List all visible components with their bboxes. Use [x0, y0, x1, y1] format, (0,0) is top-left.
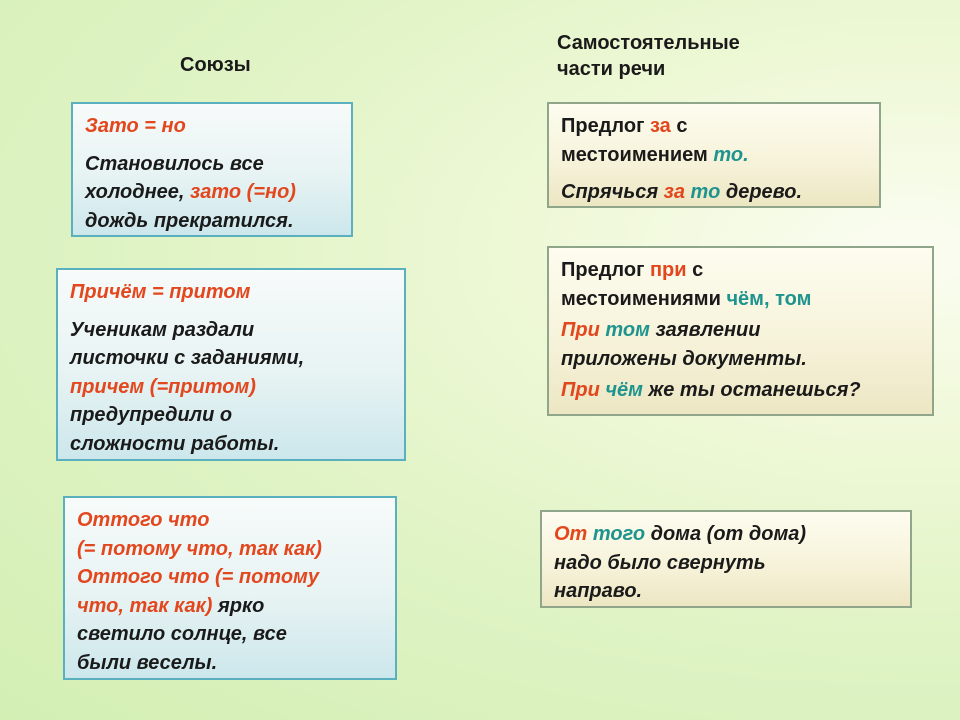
box-title: Зато = но	[85, 115, 186, 137]
rule-line	[561, 141, 869, 170]
example-line: Ученикам раздали	[70, 318, 255, 341]
highlight-fragment: При	[561, 319, 600, 341]
box-ot-togo	[540, 510, 912, 608]
example-fragment: дерево.	[720, 181, 803, 203]
example-text	[70, 316, 394, 459]
example-fragment: заявлении	[649, 319, 761, 341]
conjunctions-heading: Союзы	[180, 54, 251, 76]
box-predlog-pri	[547, 246, 934, 416]
box-prichem	[56, 268, 406, 461]
highlight-fragment: того	[592, 523, 646, 545]
example-line: приложены документы.	[561, 347, 807, 370]
rule-fragment: с	[686, 259, 704, 281]
highlight-fragment: то.	[713, 143, 749, 166]
highlight-fragment: чём, том	[726, 287, 812, 310]
rule-fragment: Предлог	[561, 259, 650, 281]
rule-fragment: Предлог	[561, 115, 650, 137]
example-text	[561, 316, 922, 405]
example-line	[77, 592, 385, 621]
box-predlog-za	[547, 102, 881, 208]
example-line	[561, 316, 922, 345]
rule-fragment: с	[670, 115, 688, 137]
example-text	[85, 150, 341, 236]
example-line: листочки с заданиями,	[70, 347, 305, 369]
example-fragment: Спрячься	[561, 181, 664, 203]
example-line	[561, 376, 922, 405]
example-line: надо было свернуть	[554, 551, 766, 574]
highlight-fragment: При	[561, 379, 600, 401]
highlight-line: причем (=притом)	[70, 375, 256, 398]
highlight-fragment: От	[554, 523, 588, 545]
example-line	[85, 178, 341, 207]
highlight-line: Оттого что (= потому	[77, 566, 319, 588]
example-line: направо.	[554, 580, 643, 602]
highlight-fragment: том	[605, 319, 650, 341]
box-zato	[71, 102, 353, 237]
heading-line-2: части речи	[557, 58, 666, 80]
box-title: Оттого что	[77, 509, 210, 531]
example-fragment: холоднее,	[85, 181, 191, 203]
example-line	[561, 178, 869, 207]
example-line: предупредили о	[70, 404, 233, 426]
highlight-fragment: за	[663, 181, 685, 203]
box-ottogo-chto	[63, 496, 397, 680]
independent-parts-heading	[557, 30, 740, 82]
example-line: Становилось все	[85, 152, 264, 175]
example-fragment: же ты останешься?	[642, 379, 861, 401]
example-line: были веселы.	[77, 651, 218, 674]
example-line: дождь прекратился.	[85, 209, 294, 232]
example-line	[554, 520, 900, 549]
example-fragment: ярко	[212, 594, 265, 617]
box-title: (= потому что, так как)	[77, 537, 322, 560]
rule-fragment: местоимением	[561, 143, 714, 166]
highlight-fragment: зато (=но)	[190, 181, 296, 203]
box-title: Причём = притом	[70, 281, 251, 303]
rule-line	[561, 285, 922, 314]
example-line: сложности работы.	[70, 432, 280, 455]
example-text	[554, 520, 900, 606]
highlight-fragment: при	[649, 259, 687, 281]
example-text	[77, 563, 385, 677]
rule-line	[561, 256, 922, 285]
rule-fragment: местоимениями	[561, 287, 727, 310]
highlight-fragment: чём	[605, 379, 643, 401]
highlight-fragment: что, так как)	[77, 594, 213, 617]
example-line: светило солнце, все	[77, 623, 287, 645]
example-fragment: дома (от дома)	[645, 523, 807, 545]
highlight-fragment: то	[690, 181, 721, 203]
highlight-fragment: за	[649, 115, 671, 137]
heading-line-1: Самостоятельные	[557, 32, 740, 54]
rule-line	[561, 112, 869, 141]
